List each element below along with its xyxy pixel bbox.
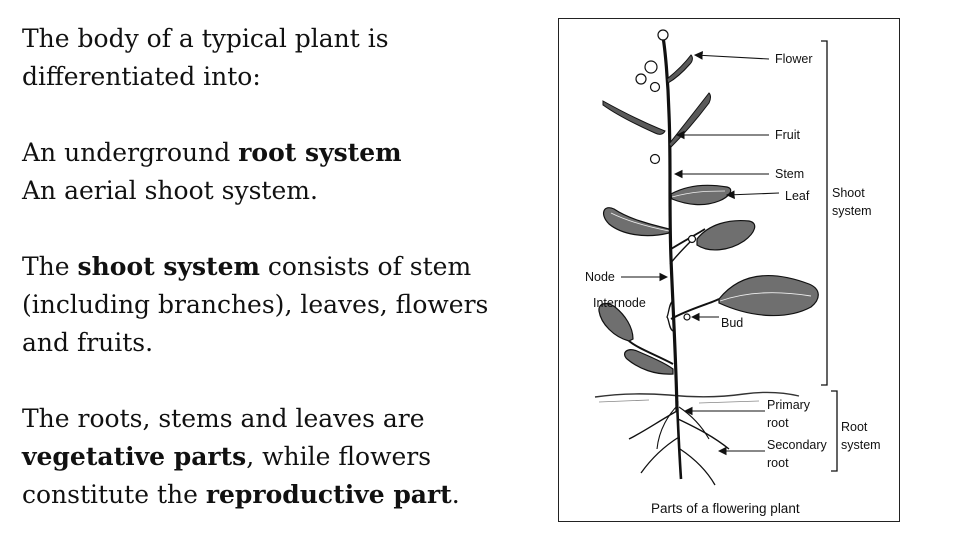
label-bud: Bud [721,316,744,330]
secondary-root-3 [641,437,679,473]
branch-bud [670,241,691,264]
secondary-root-4 [680,449,715,485]
reproductive-part-term: reproductive part [205,480,452,509]
shoot-line-1 [22,248,522,286]
soil-line [595,392,799,397]
paragraph-shoot [22,248,522,362]
label-root-line2: system [841,438,881,452]
label-shoot-line1: Shoot [832,186,865,200]
parts-line-2 [22,438,522,476]
root-system-bracket [831,391,837,471]
label-fruit: Fruit [775,128,800,142]
label-primary-line2: root [767,416,789,430]
parts-line-3-pre: constitute the [22,480,206,509]
shoot-system-bracket [821,41,827,385]
label-flower: Flower [775,52,813,66]
shoot-line-1-post: consists of stem [259,252,472,281]
shoot-system-term: shoot system [77,252,260,281]
secondary-root-2 [678,419,729,449]
fruit-pod-right [669,93,711,147]
intro-line-1: The body of a typical plant is [22,24,389,53]
flower-top [658,30,668,40]
label-root-line1: Root [841,420,868,434]
vegetative-parts-term: vegetative parts [22,442,247,471]
fruit-pod-left [603,101,665,134]
root-system-term: root system [238,138,402,167]
parts-line-1: The roots, stems and leaves are [22,404,425,433]
shoot-line-2: (including branches), leaves, flowers [22,290,489,319]
systems-line-2: An aerial shoot system. [22,176,318,205]
parts-line-2-post: , while flowers [246,442,432,471]
label-stem: Stem [775,167,805,181]
bud-node [684,314,690,320]
soil-texture [599,400,759,403]
label-secondary-line2: root [767,456,789,470]
leaf-right-large [719,276,818,316]
parts-line-3 [22,476,522,514]
leaf-arrow [727,193,779,195]
leaf-upper-left [604,208,669,236]
paragraph-intro [22,20,522,96]
shoot-line-3: and fruits. [22,328,154,357]
label-secondary-line1: Secondary [767,438,827,452]
label-leaf: Leaf [785,189,810,203]
paragraph-systems [22,134,522,210]
systems-line-1 [22,134,522,172]
label-primary-line1: Primary [767,398,811,412]
text-column [22,20,522,514]
parts-line-3-post: . [451,480,460,509]
label-internode: Internode [593,296,646,310]
label-node: Node [585,270,615,284]
leaf-right-middle [697,221,755,250]
bud-small [689,236,696,243]
systems-line-1-text: An underground [22,138,239,167]
plant-diagram-figure [558,18,900,522]
paragraph-parts [22,400,522,514]
flower-cluster-2 [636,74,646,84]
main-stem [663,37,677,411]
plant-diagram [559,19,901,523]
branch-right [671,299,719,319]
flower-side [651,155,660,164]
flower-arrow [695,55,769,59]
label-shoot-line2: system [832,204,872,218]
fruit-pod-upper [667,55,692,83]
figure-caption: Parts of a flowering plant [651,501,800,516]
flower-cluster-1 [645,61,657,73]
intro-line-2: differentiated into: [22,62,261,91]
shoot-line-1-pre: The [22,252,78,281]
primary-root [677,401,681,479]
flower-cluster-3 [651,83,660,92]
secondary-root-6 [679,407,709,439]
